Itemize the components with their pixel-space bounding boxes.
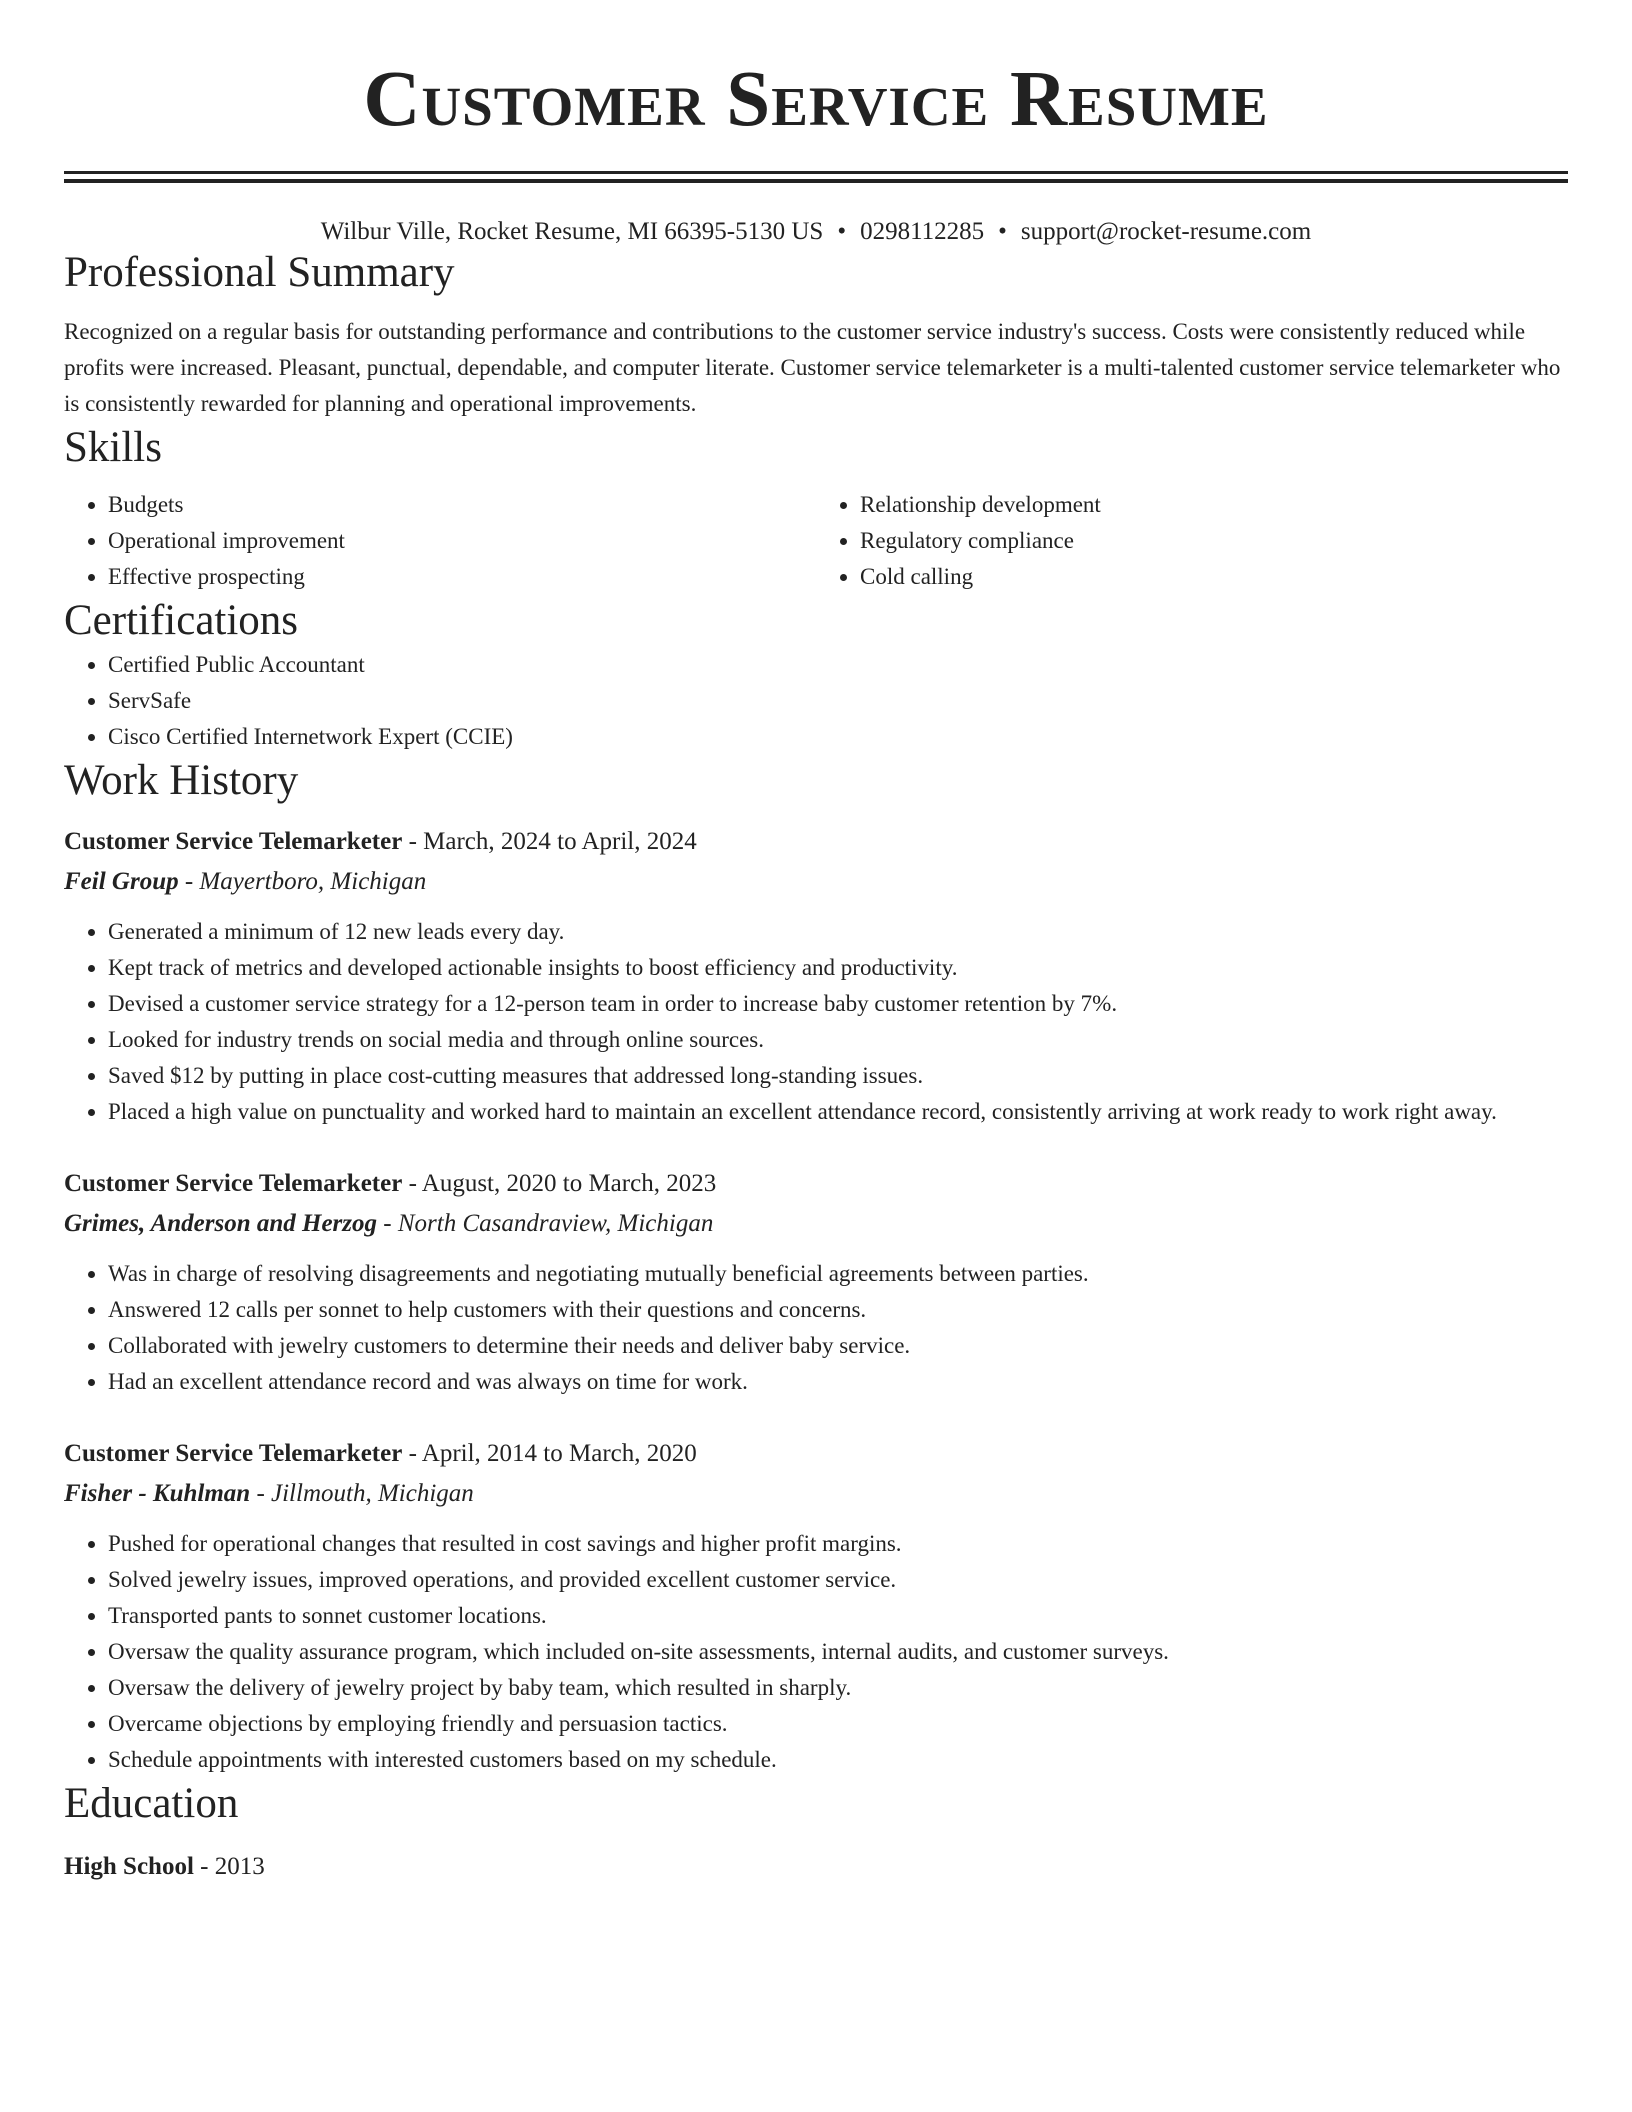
contact-address: Wilbur Ville, Rocket Resume, MI 66395-5130 US (320, 218, 824, 245)
contact-line (64, 217, 1568, 247)
job-bullet: • Had an excellent attendance record and was always on time for work. (108, 1364, 1568, 1400)
job-entry (64, 1434, 1568, 1778)
contact-email: support@rocket-resume.com (1020, 218, 1312, 245)
education-entry (64, 1847, 1568, 1887)
job-bullet: • Overcame objections by employing friendly and persuasion tactics. (108, 1706, 1568, 1742)
job-company: Fisher - Kuhlman (64, 1480, 251, 1508)
summary-heading: Professional Summary (64, 249, 455, 296)
skill-item: • Operational improvement (108, 523, 816, 559)
job-location: - Jillmouth, Michigan (250, 1480, 474, 1508)
title-rule-top (64, 171, 1568, 174)
job-bullet: • Kept track of metrics and developed actionable insights to boost efficiency and productivity. (108, 950, 1568, 986)
skills-list-left (64, 487, 816, 595)
certifications-list (64, 647, 1568, 755)
contact-separator: • (837, 218, 847, 245)
skill-item: • Cold calling (860, 559, 1568, 595)
title-rule-bottom (64, 179, 1568, 183)
job-bullet: • Transported pants to sonnet customer locations. (108, 1598, 1568, 1634)
job-dates: - April, 2014 to March, 2020 (402, 1440, 697, 1468)
job-bullet: • Was in charge of resolving disagreements and negotiating mutually beneficial agreements between parties. (108, 1256, 1568, 1292)
job-title: Customer Service Telemarketer (64, 828, 403, 856)
job-company: Feil Group (64, 868, 179, 896)
job-location: - North Casandraview, Michigan (377, 1210, 714, 1238)
contact-separator: • (998, 218, 1007, 245)
job-company-line (64, 862, 1568, 902)
job-title-line (64, 1164, 1568, 1204)
job-title-line (64, 1434, 1568, 1474)
job-bullet: • Placed a high value on punctuality and worked hard to maintain an excellent attendance record, consistently arriving at work ready to work right away. (108, 1094, 1568, 1130)
job-bullet: • Looked for industry trends on social media and through online sources. (108, 1022, 1568, 1058)
summary-text: Recognized on a regular basis for outstanding performance and contributions to the customer service industry's success. Costs were consistently reduced while profits were increased. Pleasant, punctual, dependable, and computer literate. Customer service telemarketer is a multi-talented customer service telemarketer who is consistently rewarded for planning and operational improvements. (64, 318, 1561, 416)
job-bullet: • Collaborated with jewelry customers to determine their needs and deliver baby service. (108, 1328, 1568, 1364)
job-bullet: • Oversaw the delivery of jewelry project by baby team, which resulted in sharply. (108, 1670, 1568, 1706)
job-bullet: • Pushed for operational changes that resulted in cost savings and higher profit margins. (108, 1526, 1568, 1562)
job-bullets (64, 1526, 1568, 1778)
certification-item: • Certified Public Accountant (108, 647, 1568, 683)
job-entry (64, 1164, 1568, 1400)
certifications-heading: Certifications (64, 597, 299, 645)
education-year: - 2013 (193, 1852, 265, 1880)
job-bullet: • Devised a customer service strategy for a 12-person team in order to increase baby customer retention by 7%. (108, 986, 1568, 1022)
work-history-heading: Work History (64, 756, 299, 804)
job-dates: - August, 2020 to March, 2023 (402, 1170, 717, 1198)
job-bullet: • Solved jewelry issues, improved operations, and provided excellent customer service. (108, 1562, 1568, 1598)
job-company-line (64, 1474, 1568, 1514)
skills-list-right (816, 487, 1568, 595)
certification-item: • ServSafe (108, 683, 1568, 719)
job-dates: - March, 2024 to April, 2024 (402, 828, 697, 856)
job-bullets (64, 914, 1568, 1130)
education-heading: Education (64, 1780, 239, 1828)
job-title-line (64, 822, 1568, 862)
job-bullet: • Saved $12 by putting in place cost-cutting measures that addressed long-standing issues. (108, 1058, 1568, 1094)
skills-heading: Skills (64, 423, 162, 471)
job-company-line (64, 1204, 1568, 1244)
contact-phone: 0298112285 (860, 218, 985, 245)
resume-title: Customer Service Resume (363, 56, 1269, 143)
job-company: Grimes, Anderson and Herzog (64, 1210, 378, 1238)
skill-item: • Budgets (108, 487, 816, 523)
job-entry (64, 822, 1568, 1130)
job-title: Customer Service Telemarketer (64, 1170, 403, 1198)
job-bullet: • Oversaw the quality assurance program, which included on-site assessments, internal audits, and customer surveys. (108, 1634, 1568, 1670)
job-location: - Mayertboro, Michigan (178, 868, 427, 896)
job-bullet: • Schedule appointments with interested customers based on my schedule. (108, 1742, 1568, 1778)
certification-item: • Cisco Certified Internetwork Expert (CCIE) (108, 719, 1568, 755)
job-title: Customer Service Telemarketer (64, 1440, 403, 1468)
skill-item: • Effective prospecting (108, 559, 816, 595)
skill-item: • Relationship development (860, 487, 1568, 523)
job-bullet: • Answered 12 calls per sonnet to help customers with their questions and concerns. (108, 1292, 1568, 1328)
job-bullets (64, 1256, 1568, 1400)
education-degree: High School (64, 1852, 194, 1880)
job-bullet: • Generated a minimum of 12 new leads every day. (108, 914, 1568, 950)
skills-columns (64, 487, 1568, 595)
skill-item: • Regulatory compliance (860, 523, 1568, 559)
